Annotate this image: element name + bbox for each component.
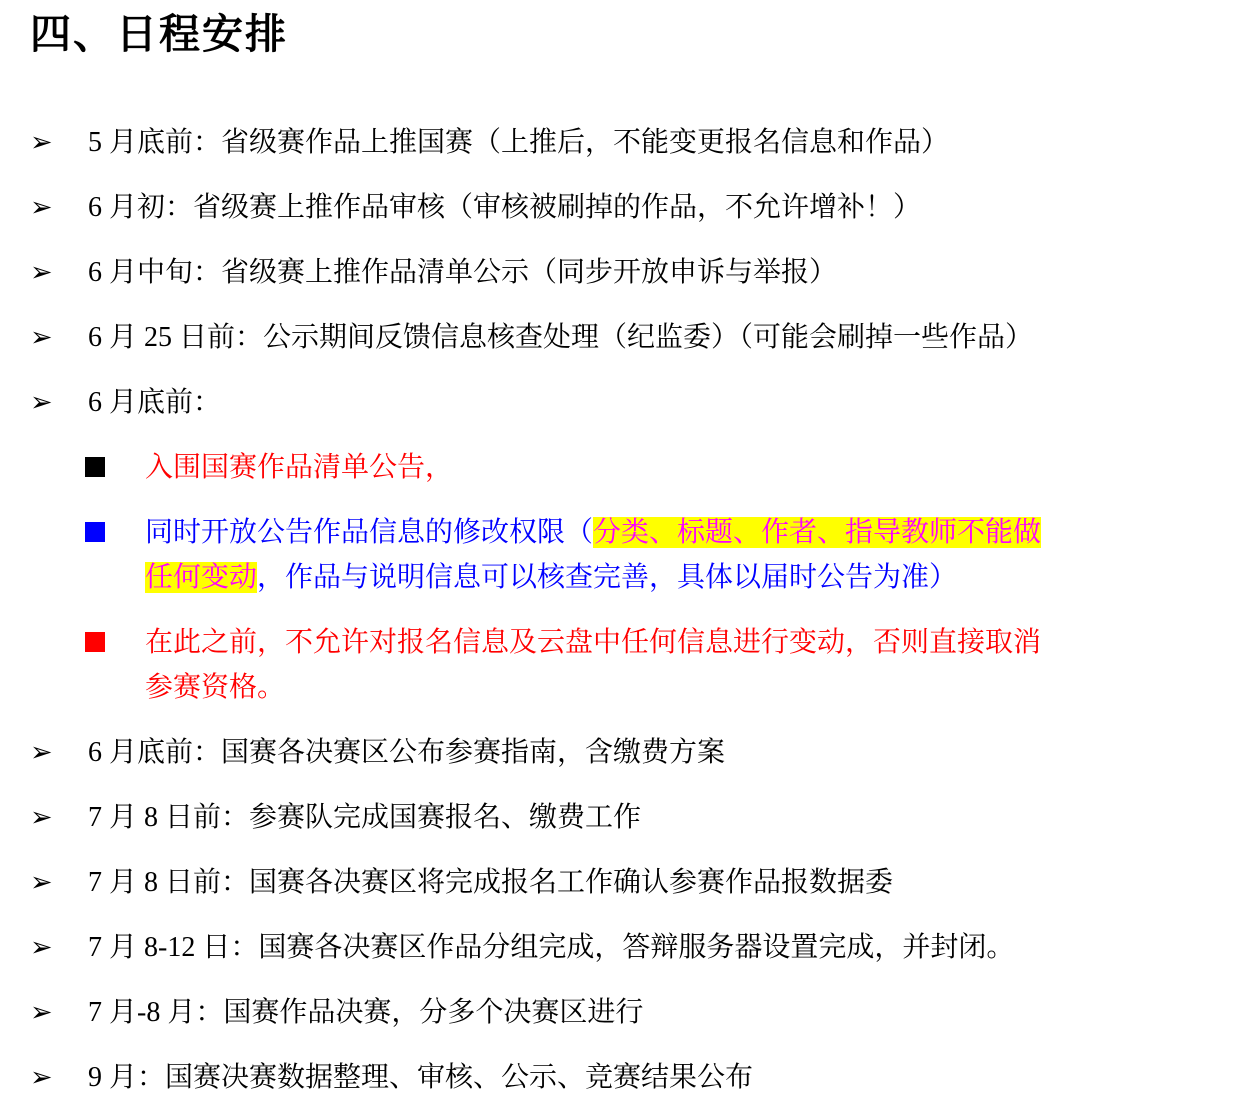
schedule-line: [145, 665, 1224, 710]
schedule-line: [88, 860, 1224, 905]
schedule-item: [30, 380, 1224, 425]
text-segment: 7 月 8-12 日：国赛各决赛区作品分组完成，答辩服务器设置完成，并封闭。: [88, 932, 1015, 963]
schedule-line: [88, 250, 1224, 295]
schedule-line: [88, 730, 1224, 775]
schedule-item: [30, 795, 1224, 840]
schedule-item: [30, 120, 1224, 165]
page-title: 四、日程安排: [30, 10, 288, 58]
schedule-line: [88, 315, 1224, 360]
schedule-item: [30, 990, 1224, 1035]
arrow-bullet-icon: ➢: [30, 257, 53, 288]
schedule-item: [30, 1055, 1224, 1100]
arrow-bullet-icon: ➢: [30, 867, 53, 898]
schedule-line: [145, 445, 1224, 490]
arrow-bullet-icon: ➢: [30, 322, 53, 353]
schedule-line: [88, 120, 1224, 165]
arrow-bullet-icon: ➢: [30, 192, 53, 223]
schedule-list: [30, 120, 1224, 1100]
text-segment: 7 月 8 日前：参赛队完成国赛报名、缴费工作: [88, 802, 642, 833]
schedule-item: [30, 860, 1224, 905]
arrow-bullet-icon: ➢: [30, 932, 53, 963]
text-segment: 在此之前，不允许对报名信息及云盘中任何信息进行变动，否则直接取消: [145, 627, 1042, 658]
schedule-item: [85, 510, 1224, 600]
text-segment: ，作品与说明信息可以核查完善，具体以届时公告为准）: [257, 562, 958, 593]
black-square-bullet-icon: [85, 457, 105, 477]
text-segment: 6 月底前：国赛各决赛区公布参赛指南，含缴费方案: [88, 737, 726, 768]
text-segment: 7 月 8 日前：国赛各决赛区将完成报名工作确认参赛作品报数据委: [88, 867, 894, 898]
arrow-bullet-icon: ➢: [30, 997, 53, 1028]
red-square-bullet-icon: [85, 632, 105, 652]
schedule-item: [30, 315, 1224, 360]
highlighted-text: 分类、标题、作者、指导教师不能做: [593, 517, 1042, 548]
schedule-item: [85, 620, 1224, 710]
schedule-item: [85, 445, 1224, 490]
arrow-bullet-icon: ➢: [30, 387, 53, 418]
text-segment: 同时开放公告作品信息的修改权限（: [145, 517, 594, 548]
schedule-line: [88, 925, 1224, 970]
schedule-line: [145, 555, 1224, 600]
text-segment: 7 月-8 月：国赛作品决赛，分多个决赛区进行: [88, 997, 644, 1028]
schedule-item: [30, 730, 1224, 775]
schedule-line: [145, 510, 1224, 555]
schedule-line: [88, 185, 1224, 230]
text-segment: 6 月底前：: [88, 387, 222, 418]
schedule-item: [30, 925, 1224, 970]
arrow-bullet-icon: ➢: [30, 127, 53, 158]
arrow-bullet-icon: ➢: [30, 737, 53, 768]
schedule-line: [88, 1055, 1224, 1100]
schedule-line: [88, 795, 1224, 840]
text-segment: 5 月底前：省级赛作品上推国赛（上推后，不能变更报名信息和作品）: [88, 127, 950, 158]
text-segment: 6 月初：省级赛上推作品审核（审核被刷掉的作品，不允许增补！）: [88, 192, 922, 223]
arrow-bullet-icon: ➢: [30, 802, 53, 833]
text-segment: 入围国赛作品清单公告，: [145, 452, 454, 483]
blue-square-bullet-icon: [85, 522, 105, 542]
text-segment: 6 月 25 日前：公示期间反馈信息核查处理（纪监委）（可能会刷掉一些作品）: [88, 322, 1034, 353]
schedule-line: [88, 990, 1224, 1035]
text-segment: 9 月：国赛决赛数据整理、审核、公示、竞赛结果公布: [88, 1062, 754, 1093]
schedule-item: [30, 250, 1224, 295]
highlighted-text: 任何变动: [145, 562, 258, 593]
schedule-line: [145, 620, 1224, 665]
text-segment: 6 月中旬：省级赛上推作品清单公示（同步开放申诉与举报）: [88, 257, 838, 288]
arrow-bullet-icon: ➢: [30, 1062, 53, 1093]
schedule-line: [88, 380, 1224, 425]
schedule-item: [30, 185, 1224, 230]
text-segment: 参赛资格。: [145, 672, 286, 703]
